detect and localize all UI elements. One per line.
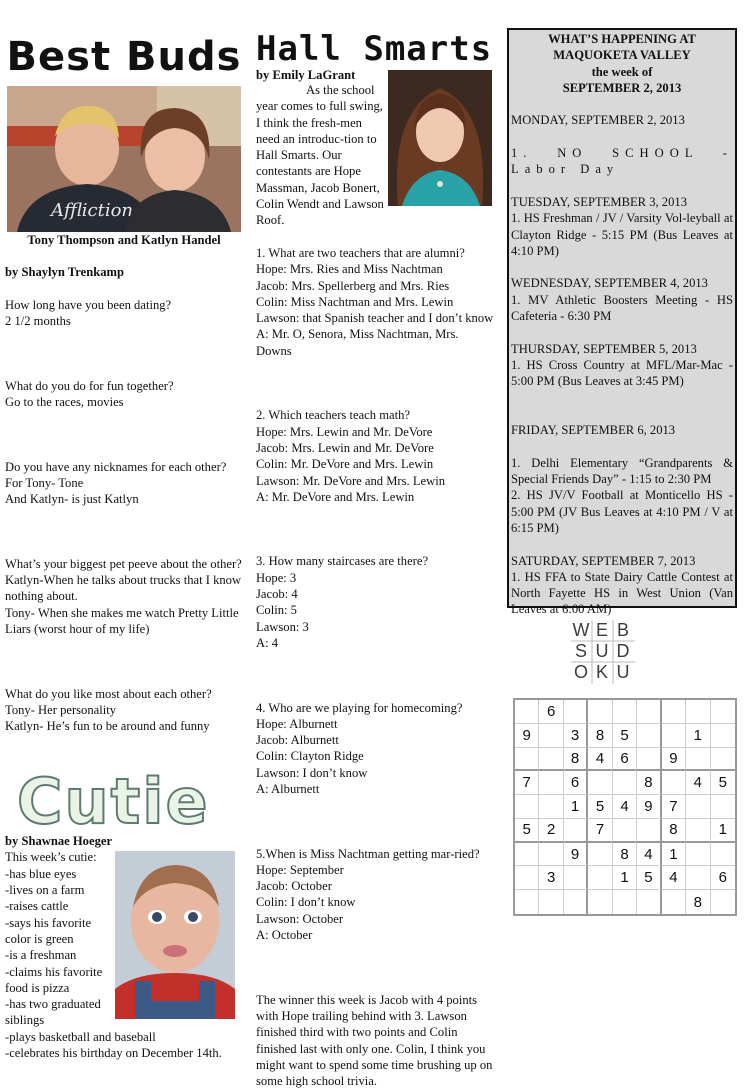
- sudoku-cell: [588, 771, 612, 795]
- hall-smarts-questions: [256, 245, 494, 1089]
- sudoku-cell: 8: [637, 771, 661, 795]
- sudoku-cell: 9: [662, 748, 686, 772]
- question-line: Colin: Miss Nachtman and Mrs. Lewin: [256, 294, 454, 309]
- svg-text:Affliction: Affliction: [51, 200, 134, 221]
- event-item: 1. HS Cross Country at MFL/Mar-Mac - 5:00 PM (Bus Leaves at 3:45 PM): [511, 357, 733, 389]
- websudoku-letter: B: [616, 620, 629, 640]
- interview-line: For Tony- Tone: [5, 475, 84, 490]
- event-day: WEDNESDAY, SEPTEMBER 4, 2013: [511, 276, 708, 291]
- websudoku-letter: U: [595, 641, 609, 661]
- interview-line: Tony- When she makes me watch Pretty Little Liars (worst hour of my life): [5, 605, 239, 637]
- interview-line: Katlyn- He’s fun to be around and funny: [5, 719, 210, 734]
- sudoku-cell: [539, 795, 563, 819]
- event-day: FRIDAY, SEPTEMBER 6, 2013: [511, 423, 676, 438]
- question-line: Lawson: Mr. DeVore and Mrs. Lewin: [256, 473, 445, 488]
- sudoku-cell: 6: [711, 866, 735, 890]
- question-line: Hope: Alburnett: [256, 716, 338, 731]
- best-buds-title: Best Buds: [6, 34, 242, 80]
- sudoku-cell: 4: [588, 748, 612, 772]
- best-buds-caption: Tony Thompson and Katlyn Handel: [27, 233, 221, 247]
- websudoku-letter: O: [573, 662, 588, 682]
- event-item: 1. HS FFA to State Dairy Cattle Contest at North Fayette HS in West Union (Van Leaves at 6:00 AM): [511, 569, 733, 617]
- sudoku-cell: [515, 843, 539, 867]
- websudoku-letter: U: [616, 662, 630, 682]
- sudoku-cell: 7: [588, 819, 612, 843]
- question-line: Lawson: October: [256, 911, 344, 926]
- events-heading-line: WHAT’S HAPPENING AT: [548, 32, 696, 46]
- sudoku-cell: [711, 890, 735, 914]
- sudoku-cell: [711, 748, 735, 772]
- best-buds-interview: [5, 297, 243, 735]
- question-line: [256, 813, 494, 829]
- interview-line: [5, 426, 243, 442]
- sudoku-cell: 9: [515, 724, 539, 748]
- cutie-line: -raises cattle: [5, 899, 69, 914]
- sudoku-cell: 1: [686, 724, 710, 748]
- sudoku-cell: [613, 819, 637, 843]
- sudoku-cell: [539, 724, 563, 748]
- sudoku-cell: 5: [637, 866, 661, 890]
- sudoku-cell: [613, 890, 637, 914]
- interview-line: [5, 653, 243, 669]
- interview-line: [5, 345, 243, 361]
- event-day: THURSDAY, SEPTEMBER 5, 2013: [511, 341, 697, 356]
- question-line: [256, 375, 494, 391]
- question-line: Colin: Clayton Ridge: [256, 749, 364, 764]
- cutie-line: -has blue eyes: [5, 866, 77, 881]
- interview-line: And Katlyn- is just Katlyn: [5, 492, 139, 507]
- question-line: 1. What are two teachers that are alumni?: [256, 245, 465, 260]
- sudoku-cell: [662, 724, 686, 748]
- interview-line: What do you like most about each other?: [5, 686, 212, 701]
- event-day: MONDAY, SEPTEMBER 2, 2013: [511, 113, 685, 128]
- sudoku-cell: [588, 890, 612, 914]
- sudoku-cell: 7: [662, 795, 686, 819]
- sudoku-cell: 6: [564, 771, 588, 795]
- sudoku-cell: 1: [564, 795, 588, 819]
- hall-smarts-column: [256, 0, 494, 1089]
- question-line: Lawson: 3: [256, 619, 309, 634]
- interview-line: What’s your biggest pet peeve about the other?: [5, 556, 242, 571]
- question-line: Jacob: Mrs. Lewin and Mr. DeVore: [256, 440, 434, 455]
- question-line: [256, 959, 494, 975]
- question-line: 5.When is Miss Nachtman getting mar-ried?: [256, 846, 480, 861]
- sudoku-cell: 9: [637, 795, 661, 819]
- best-buds-byline: by Shaylyn Trenkamp: [5, 265, 124, 280]
- question-line: A: Mr. O, Senora, Miss Nachtman, Mrs. Downs: [256, 327, 459, 358]
- sudoku-cell: [686, 843, 710, 867]
- sudoku-cell: [539, 748, 563, 772]
- cutie-line: This week’s cutie:: [5, 850, 97, 865]
- websudoku-letter: E: [595, 620, 608, 640]
- event-day: SATURDAY, SEPTEMBER 7, 2013: [511, 553, 696, 568]
- cutie-line: -plays basketball and baseball: [5, 1029, 156, 1044]
- question-line: Hope: Mrs. Lewin and Mr. DeVore: [256, 424, 433, 439]
- question-line: 2. Which teachers teach math?: [256, 408, 410, 423]
- sudoku-cell: [637, 700, 661, 724]
- sudoku-cell: 4: [613, 795, 637, 819]
- cutie-line: -has two graduated siblings: [5, 997, 101, 1028]
- sudoku-cell: [539, 843, 563, 867]
- sudoku-cell: [564, 819, 588, 843]
- question-line: A: Alburnett: [256, 781, 320, 796]
- sudoku-cell: 5: [711, 771, 735, 795]
- websudoku-letter: D: [616, 641, 630, 661]
- sudoku-cell: 1: [662, 843, 686, 867]
- sudoku-cell: 6: [539, 700, 563, 724]
- sudoku-cell: [711, 795, 735, 819]
- sudoku-cell: [686, 700, 710, 724]
- best-buds-column: [5, 0, 243, 1061]
- sudoku-cell: [637, 890, 661, 914]
- question-line: Colin: 5: [256, 603, 297, 618]
- sudoku-cell: [686, 866, 710, 890]
- sudoku-cell: [515, 866, 539, 890]
- sudoku-cell: 7: [515, 771, 539, 795]
- best-buds-photo: [7, 86, 241, 232]
- sudoku-cell: 5: [515, 819, 539, 843]
- question-line: A: October: [256, 928, 313, 943]
- cutie-line: -lives on a farm: [5, 883, 85, 898]
- events-heading-line: SEPTEMBER 2, 2013: [562, 80, 682, 95]
- sudoku-cell: 9: [564, 843, 588, 867]
- question-line: The winner this week is Jacob with 4 points with Hope trailing behind with 3. Lawson finished third with two points and Colin finished last with only one. Colin, I think you might want to spend some time brushing up on some high school trivia.: [256, 992, 493, 1089]
- sudoku-cell: [613, 700, 637, 724]
- events-heading-line: MAQUOKETA VALLEY: [553, 48, 691, 63]
- sudoku-cell: 4: [686, 771, 710, 795]
- question-line: 3. How many staircases are there?: [256, 554, 429, 569]
- sudoku-cell: [588, 843, 612, 867]
- sudoku-cell: 1: [613, 866, 637, 890]
- cutie-section: [5, 833, 243, 1061]
- cutie-line: -is a freshman: [5, 948, 77, 963]
- sudoku-cell: [564, 700, 588, 724]
- sudoku-cell: [686, 819, 710, 843]
- events-column: [507, 0, 739, 911]
- sudoku-cell: [515, 890, 539, 914]
- question-line: Hope: 3: [256, 570, 297, 585]
- whats-happening-box: [507, 28, 737, 617]
- sudoku-grid: [513, 698, 737, 916]
- interview-line: Tony- Her personality: [5, 702, 117, 717]
- sudoku-cell: 8: [613, 843, 637, 867]
- question-line: Colin: Mr. DeVore and Mrs. Lewin: [256, 457, 434, 472]
- interview-line: What do you do for fun together?: [5, 378, 174, 393]
- sudoku-cell: [515, 748, 539, 772]
- question-line: A: Mr. DeVore and Mrs. Lewin: [256, 489, 415, 504]
- interview-line: [5, 524, 243, 540]
- sudoku-cell: [539, 890, 563, 914]
- sudoku-cell: 4: [662, 866, 686, 890]
- sudoku-cell: [662, 890, 686, 914]
- event-item: 1. MV Athletic Boosters Meeting - HS Cafeteria - 6:30 PM: [511, 292, 733, 324]
- cutie-byline: by Shawnae Hoeger: [5, 834, 113, 849]
- cutie-line: -says his favorite color is green: [5, 915, 92, 946]
- websudoku-logo: [571, 620, 635, 684]
- sudoku-cell: [711, 724, 735, 748]
- sudoku-cell: 6: [613, 748, 637, 772]
- sudoku-cell: [662, 771, 686, 795]
- question-line: Jacob: Mrs. Spellerberg and Mrs. Ries: [256, 278, 450, 293]
- hall-smarts-intro: As the school year comes to full swing, I think the fresh-men need an introduc-tion to Hall Smarts. Our contestants are Hope Massman, Jacob Bonert, Colin Wendt and Lawson Roof.: [256, 83, 384, 228]
- interview-line: How long have you been dating?: [5, 297, 172, 312]
- sudoku-cell: 8: [686, 890, 710, 914]
- sudoku-cell: [711, 700, 735, 724]
- sudoku-cell: 3: [564, 724, 588, 748]
- hall-smarts-author-photo: [388, 70, 492, 206]
- sudoku-cell: [515, 700, 539, 724]
- event-item: 1. NO SCHOOL - Labor Day: [511, 146, 733, 177]
- sudoku-cell: 2: [539, 819, 563, 843]
- event-item: 2. HS JV/V Football at Monticello HS - 5:00 PM (JV Bus Leaves at 4:10 PM / V at 6:15 PM): [511, 488, 733, 535]
- sudoku-cell: 8: [564, 748, 588, 772]
- sudoku-cell: 8: [588, 724, 612, 748]
- interview-line: Go to the races, movies: [5, 395, 124, 410]
- question-line: Jacob: 4: [256, 587, 298, 602]
- sudoku-cell: [637, 748, 661, 772]
- sudoku-cell: [637, 819, 661, 843]
- sudoku-cell: 3: [539, 866, 563, 890]
- event-item: 1. HS Freshman / JV / Varsity Vol-leyball at Clayton Ridge - 5:15 PM (Bus Leaves at 4:10 PM): [511, 211, 733, 258]
- interview-line: 2 1/2 months: [5, 314, 71, 329]
- sudoku-cell: [613, 771, 637, 795]
- sudoku-cell: [588, 866, 612, 890]
- question-line: Jacob: Alburnett: [256, 733, 339, 748]
- sudoku-cell: [686, 795, 710, 819]
- events-heading-line: the week of: [591, 64, 653, 79]
- sudoku-cell: [539, 771, 563, 795]
- websudoku-letter: W: [572, 620, 590, 640]
- sudoku-cell: 5: [613, 724, 637, 748]
- hall-smarts-byline: by Emily LaGrant: [256, 68, 356, 82]
- question-line: 4. Who are we playing for homecoming?: [256, 700, 463, 715]
- sudoku-cell: 1: [711, 819, 735, 843]
- sudoku-cell: [564, 890, 588, 914]
- question-line: Hope: Mrs. Ries and Miss Nachtman: [256, 262, 443, 277]
- question-line: [256, 667, 494, 683]
- sudoku-cell: 8: [662, 819, 686, 843]
- cutie-photo: [115, 851, 235, 1019]
- question-line: Hope: September: [256, 862, 344, 877]
- websudoku-letter: K: [595, 662, 608, 682]
- cutie-line: -celebrates his birthday on December 14th.: [5, 1045, 222, 1060]
- event-day: TUESDAY, SEPTEMBER 3, 2013: [511, 194, 687, 209]
- interview-line: Katlyn-When he talks about trucks that I know nothing about.: [5, 573, 242, 604]
- question-line: Lawson: that Spanish teacher and I don’t know: [256, 311, 494, 326]
- events-heading: [511, 31, 733, 96]
- question-line: Jacob: October: [256, 879, 332, 894]
- event-item: 1. Delhi Elementary “Grandparents & Special Friends Day” - 1:15 to 2:30 PM: [511, 455, 733, 487]
- sudoku-cell: 4: [637, 843, 661, 867]
- cutie-title: Cutie: [17, 765, 210, 839]
- question-line: Colin: I don’t know: [256, 895, 356, 910]
- question-line: A: 4: [256, 635, 279, 650]
- question-line: Lawson: I don’t know: [256, 765, 368, 780]
- sudoku-cell: [686, 748, 710, 772]
- cutie-line: -claims his favorite food is pizza: [5, 964, 103, 995]
- sudoku-cell: [515, 795, 539, 819]
- sudoku-cell: [637, 724, 661, 748]
- hall-smarts-title: Hall Smarts: [256, 29, 493, 69]
- websudoku-letter: S: [574, 641, 587, 661]
- sudoku-cell: [564, 866, 588, 890]
- sudoku-cell: [588, 700, 612, 724]
- interview-line: Do you have any nicknames for each other?: [5, 459, 227, 474]
- question-line: [256, 521, 494, 537]
- sudoku-cell: [662, 700, 686, 724]
- sudoku-cell: [711, 843, 735, 867]
- sudoku-cell: 5: [588, 795, 612, 819]
- events-list: [511, 112, 733, 634]
